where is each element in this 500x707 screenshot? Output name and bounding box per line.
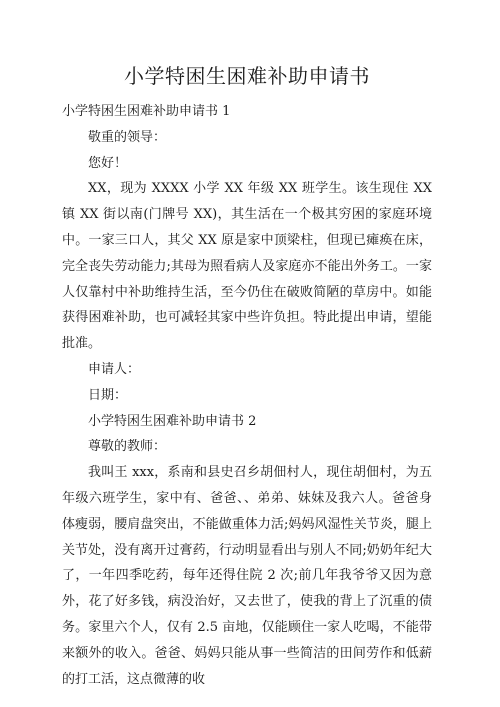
document-title: 小学特困生困难补助申请书	[124, 64, 370, 88]
letter1-greeting: 您好！	[88, 155, 128, 171]
letter1-applicant: 申请人：	[88, 361, 141, 377]
letter2-salutation: 尊敬的教师：	[88, 439, 167, 455]
letter1-date: 日期：	[88, 387, 128, 403]
letter2-heading: 小学特困生困难补助申请书 2	[88, 413, 257, 429]
document-body	[62, 99, 432, 692]
letter1-salutation: 敬重的领导：	[88, 129, 167, 145]
letter1-body: XX，现为 XXXX 小学 XX 年级 XX 班学生。该生现住 XX 镇 XX 街以南(门牌号 XX)，其生活在一个极其穷困的家庭环境中。一家三口人，其父 XX 原是家中顶梁柱，但现已瘫痪在床，完全丧失劳动能力;其母为照看病人及家庭亦不能出外务工。一家人仅靠村中补助维持生活，至今仍住在破败简陋的草房中。如能获得困难补助，也可减轻其家中些许负担。特此提出申请，望能批准。	[62, 181, 432, 352]
letter2-body: 我叫王 xxx，系南和县史召乡胡佃村人，现住胡佃村，为五年级六班学生，家中有、爸爸、、弟弟、妹妹及我六人。爸爸身体瘦弱，腰肩盘突出，不能做重体力活;妈妈风湿性关节炎，腿上关节处，没有离开过膏药，行动明显看出与别人不同;奶奶年纪大了，一年四季吃药，每年还得住院 2 次;前几年我爷爷又因为意外，花了好多钱，病没治好，又去世了，使我的背上了沉重的债务。家里六个人，仅有 2.5 亩地，仅能顾住一家人吃喝，不能带来额外的收入。爸爸、妈妈只能从事一些简洁的田间劳作和低薪的打工活，这点微薄的收	[62, 465, 432, 687]
letter1-heading: 小学特困生困难补助申请书 1	[62, 104, 231, 119]
